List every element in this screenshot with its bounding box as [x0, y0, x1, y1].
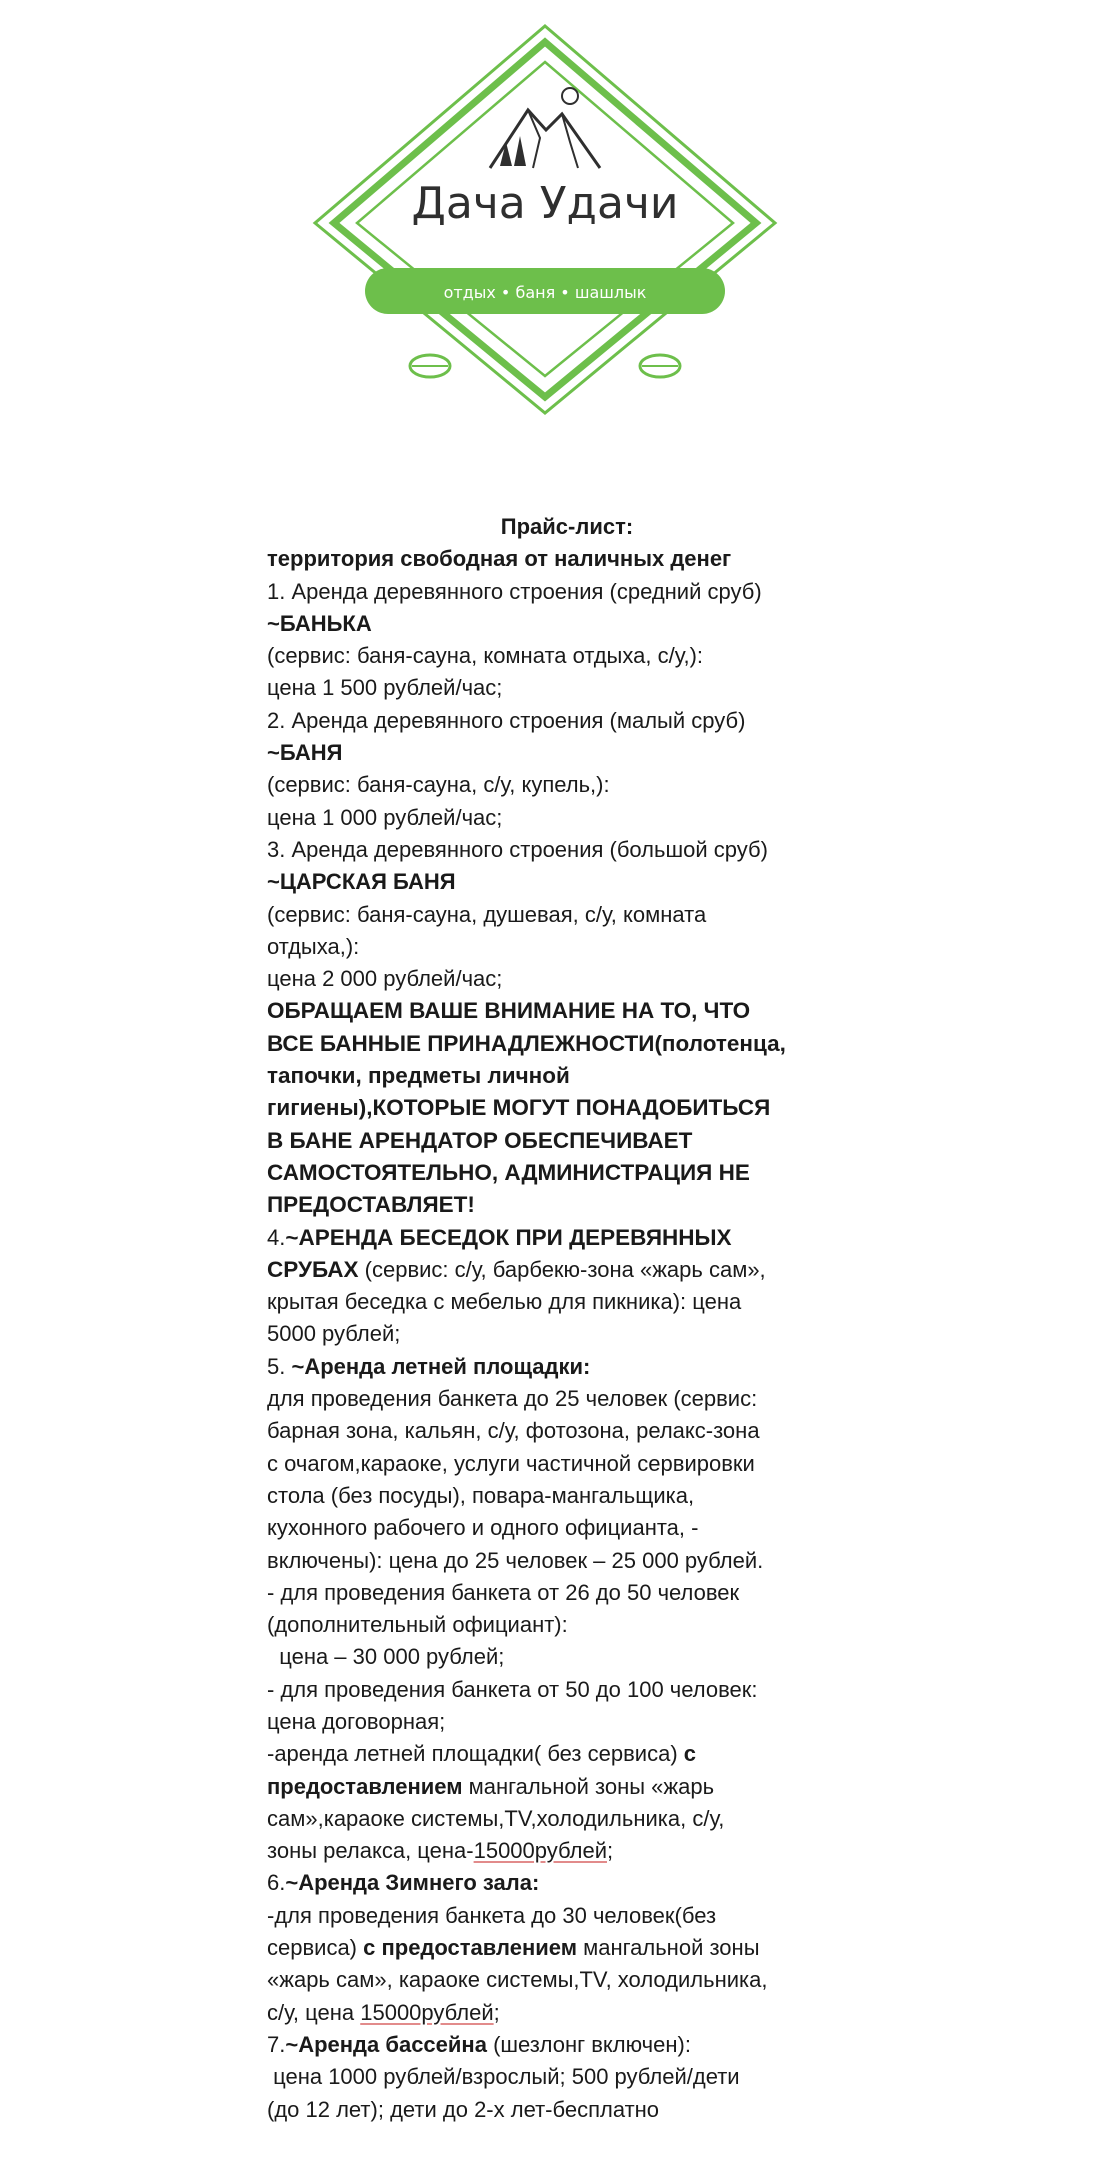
s1-name: ~БАНЬКА [267, 610, 372, 636]
s5-line-15-end: ; [606, 1838, 614, 1864]
s3-name: ~ЦАРСКАЯ БАНЯ [267, 869, 456, 895]
s6-line-1: -для проведения банкета до 30 человек(без [267, 1902, 717, 1928]
logo-tagline: отдых • баня • шашлык [443, 283, 647, 302]
s4-line-1 [267, 1222, 867, 1254]
s6-num: 6. [267, 1870, 286, 1896]
s2-header: 2. Аренда деревянного строения (малый сруб) [267, 707, 746, 733]
s3-service-2: отдыха,): [267, 933, 360, 959]
s7-num: 7. [267, 2031, 286, 2057]
leaf-icon [410, 355, 680, 377]
s4-num: 4. [267, 1224, 286, 1250]
s4-line-2 [267, 1254, 867, 1286]
s5-heading [267, 1351, 867, 1383]
s5-line-12-text: -аренда летней площадки( без сервиса) [267, 1741, 684, 1767]
s1-price: цена 1 500 рублей/час; [267, 675, 503, 701]
s5-line-5: кухонного рабочего и одного официанта, - [267, 1515, 699, 1541]
s6-line-2-text: сервиса) [267, 1935, 364, 1961]
s5-line-3: с очагом,караоке, услуги частичной сервировки [267, 1450, 755, 1476]
s5-line-13 [267, 1771, 867, 1803]
price-list [267, 511, 867, 2126]
notice-line-3: тапочки, предметы личной [267, 1063, 570, 1089]
s7-heading [267, 2029, 867, 2061]
s1-service: (сервис: баня-сауна, комната отдыха, с/у,): [267, 643, 704, 669]
s5-line-10: - для проведения банкета от 50 до 100 человек: [267, 1676, 758, 1702]
s6-line-3: «жарь сам», караоке системы,TV, холодильника, [267, 1967, 768, 1993]
price-list-title: Прайс-лист: [500, 514, 634, 539]
s5-line-6: включены): цена до 25 человек – 25 000 рублей. [267, 1547, 764, 1573]
notice-line-6: САМОСТОЯТЕЛЬНО, АДМИНИСТРАЦИЯ НЕ [267, 1159, 750, 1185]
s4-text-2: (сервис: с/у, барбекю-зона «жарь сам», [358, 1256, 766, 1282]
notice-line-5: В БАНЕ АРЕНДАТОР ОБЕСПЕЧИВАЕТ [267, 1127, 693, 1153]
s7-name: ~Аренда бассейна [285, 2031, 487, 2057]
s7-line-2: (до 12 лет); дети до 2-х лет-бесплатно [267, 2096, 660, 2122]
s5-line-12 [267, 1738, 867, 1770]
s7-line-1: цена 1000 рублей/взрослый; 500 рублей/дети [267, 2064, 740, 2090]
s5-name: ~Аренда летней площадки: [291, 1353, 591, 1379]
s5-num: 5. [267, 1353, 292, 1379]
s3-price: цена 2 000 рублей/час; [267, 966, 503, 992]
s4-name-2: СРУБАХ [267, 1256, 359, 1282]
notice-line-2: ВСЕ БАННЫЕ ПРИНАДЛЕЖНОСТИ(полотенца, [267, 1030, 786, 1056]
s5-line-13-text: мангальной зоны «жарь [462, 1773, 715, 1799]
s5-line-9: цена – 30 000 рублей; [267, 1644, 505, 1670]
s5-line-11: цена договорная; [267, 1708, 446, 1734]
s5-line-4: стола (без посуды), повара-мангальщика, [267, 1482, 695, 1508]
s2-service: (сервис: баня-сауна, с/у, купель,): [267, 772, 610, 798]
logo-emblem [300, 18, 790, 418]
s5-line-8: (дополнительный официант): [267, 1612, 568, 1638]
notice-line-1: ОБРАЩАЕМ ВАШЕ ВНИМАНИЕ НА ТО, ЧТО [267, 998, 751, 1024]
s4-name-1: ~АРЕНДА БЕСЕДОК ПРИ ДЕРЕВЯННЫХ [285, 1224, 732, 1250]
mountain-icon [490, 88, 600, 168]
s5-line-15 [267, 1835, 867, 1867]
s2-price: цена 1 000 рублей/час; [267, 804, 503, 830]
s6-price-underlined: 15000рублей [360, 1999, 494, 2025]
price-list-subtitle: территория свободная от наличных денег [267, 546, 732, 572]
s6-heading [267, 1867, 867, 1899]
logo-name: Дача Удачи [411, 178, 679, 229]
s5-line-7: - для проведения банкета от 26 до 50 человек [267, 1579, 740, 1605]
s5-line-1: для проведения банкета до 25 человек (сервис: [267, 1386, 758, 1412]
s3-service-1: (сервис: баня-сауна, душевая, с/у, комната [267, 901, 707, 927]
s6-line-4-end: ; [493, 1999, 500, 2025]
s6-line-2-bold: с предоставлением [363, 1935, 577, 1961]
s6-line-2 [267, 1932, 867, 1964]
s5-line-15-text: зоны релакса, цена- [267, 1838, 474, 1864]
notice-line-7: ПРЕДОСТАВЛЯЕТ! [267, 1192, 475, 1218]
s6-name: ~Аренда Зимнего зала: [285, 1870, 540, 1896]
s5-line-14: сам»,караоке системы,TV,холодильника, с/у, [267, 1805, 725, 1831]
s7-text: (шезлонг включен): [486, 2031, 691, 2057]
s6-line-4 [267, 1997, 867, 2029]
s4-line-4: 5000 рублей; [267, 1321, 401, 1347]
s5-line-2: барная зона, кальян, с/у, фотозона, релакс-зона [267, 1418, 760, 1444]
s5-price-underlined: 15000рублей [473, 1838, 607, 1864]
s4-line-3: крытая беседка с мебелью для пикника): цена [267, 1289, 742, 1315]
s5-line-13-bold: предоставлением [267, 1773, 463, 1799]
s5-line-12-bold: с [683, 1741, 697, 1767]
s6-line-4-text: с/у, цена [267, 1999, 361, 2025]
s2-name: ~БАНЯ [267, 740, 343, 766]
s3-header: 3. Аренда деревянного строения (большой сруб) [267, 836, 768, 862]
notice-line-4: гигиены),КОТОРЫЕ МОГУТ ПОНАДОБИТЬСЯ [267, 1095, 771, 1121]
logo [0, 0, 1104, 440]
s6-line-2-end: мангальной зоны [576, 1935, 760, 1961]
s1-header: 1. Аренда деревянного строения (средний сруб) [267, 578, 762, 604]
